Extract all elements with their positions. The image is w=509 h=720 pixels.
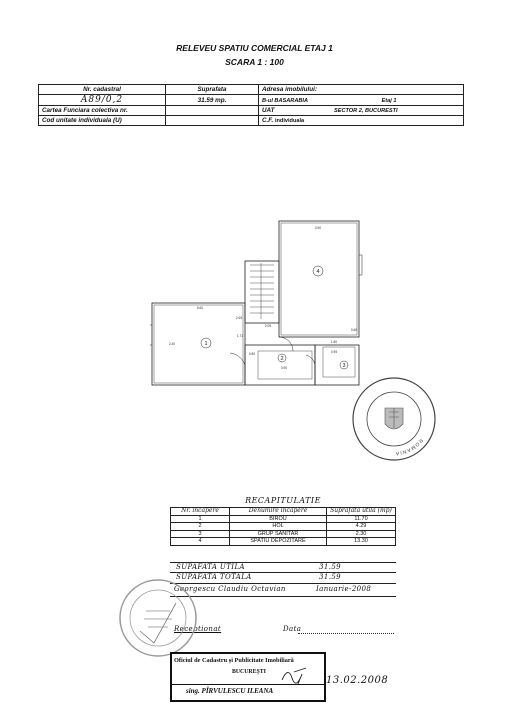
- table-row: [171, 530, 396, 538]
- cf-label: C.F.: [262, 117, 274, 124]
- recap-suprafata: 4.29: [327, 523, 396, 531]
- dim-8: 3.90: [280, 366, 288, 370]
- cf-value: individuala: [274, 118, 305, 124]
- recap-table: [170, 507, 396, 546]
- nr-cadastral-label: Nr. cadastral: [39, 85, 166, 95]
- recap-header-denumire: Denumire incapere: [230, 508, 327, 516]
- dim-3: 2.65: [235, 316, 243, 320]
- dim-7: 1.80: [330, 340, 338, 344]
- table-row: [171, 538, 396, 546]
- dim-9: 0.95: [330, 350, 338, 354]
- carte-funciara-value: [166, 106, 259, 116]
- floor-plan: [148, 215, 368, 395]
- document-title: RELEVEU SPATIU COMERCIAL ETAJ 1: [176, 43, 333, 53]
- round-seal-stamp: [351, 376, 437, 462]
- handwritten-date: 13.02.2008: [326, 675, 389, 686]
- cadastru-city: BUCUREȘTI: [232, 669, 266, 675]
- recap-nr: 3: [171, 530, 230, 538]
- signature-icon: [280, 664, 310, 688]
- recap-denumire: GRUP SANITAR: [230, 530, 327, 538]
- adresa-cell: [259, 95, 464, 106]
- table-row: [171, 515, 396, 523]
- nr-cadastral-value: A89/0,2: [80, 95, 124, 105]
- suprafata-value: 31.59 mp.: [166, 95, 259, 106]
- cod-unitate-value: [166, 116, 259, 126]
- recap-nr: 2: [171, 523, 230, 531]
- adresa-label: Adresa imobilului:: [259, 85, 464, 95]
- cadastru-signer: sing. PÎRVULESCU ILEANA: [186, 687, 274, 695]
- dim-4: 2.05: [264, 324, 272, 328]
- recap-denumire: HOL: [230, 523, 327, 531]
- cf-cell: [259, 116, 464, 126]
- recap-suprafata: 2.30: [327, 530, 396, 538]
- dim-11: 0.66: [350, 328, 358, 332]
- room-number-4: 4: [316, 269, 320, 275]
- room-number-3: 3: [342, 363, 346, 369]
- faded-round-stamp: [118, 573, 204, 663]
- room-1-outline: [152, 303, 245, 385]
- data-label: Data: [283, 625, 302, 633]
- suprafata-totala-value: 31.59: [319, 573, 342, 581]
- dim-1: 5.60: [196, 306, 204, 310]
- author-name: Georgescu Claudiu Octavian: [174, 585, 286, 593]
- cadastral-header-table: [38, 84, 464, 126]
- recap-header-suprafata: Suprafata utila (mp): [327, 508, 396, 516]
- seal-text: ROMANIA: [394, 437, 424, 457]
- uat-label: UAT: [262, 107, 275, 114]
- cadastru-office: Oficiul de Cadastru și Publicitate Imobiliară: [174, 657, 294, 664]
- dim-2: 3.90: [314, 226, 322, 230]
- room-number-1: 1: [204, 341, 208, 347]
- scale-label: SCARA 1 : 100: [225, 57, 284, 67]
- cod-unitate-label: Cod unitate individuala (U): [39, 116, 166, 126]
- recap-suprafata: 13.30: [327, 538, 396, 546]
- room-4-outline: [279, 221, 359, 337]
- suprafata-utila-value: 31.59: [319, 563, 342, 571]
- dim-6: 1.71: [236, 334, 244, 338]
- author-date: Ianuarie-2008: [316, 585, 372, 593]
- table-row: [171, 523, 396, 531]
- recap-header-nr: Nr. incapere: [171, 508, 230, 516]
- svg-text:ROMANIA: [394, 437, 423, 456]
- stair-outline: [245, 261, 279, 323]
- dim-5: 0.80: [248, 352, 256, 356]
- recap-title: RECAPITULATIE: [245, 496, 321, 505]
- recap-suprafata: 11.70: [327, 515, 396, 523]
- carte-funciara-label: Cartea Funciara colectiva nr.: [39, 106, 166, 116]
- adresa-etaj: Etaj 1: [381, 97, 397, 104]
- recap-nr: 4: [171, 538, 230, 546]
- suprafata-totala-label: SUPAFATA TOTALA: [176, 573, 252, 581]
- dim-10: 2.40: [168, 342, 176, 346]
- data-underline: [298, 633, 394, 634]
- uat-cell: [259, 106, 464, 116]
- suprafata-label: Suprafata: [166, 85, 259, 95]
- suprafata-utila-label: SUPAFATA UTILA: [176, 563, 245, 571]
- recap-nr: 1: [171, 515, 230, 523]
- room-number-2: 2: [280, 356, 284, 362]
- receptionat-label: Receptionat: [174, 625, 222, 633]
- adresa-value: B-ul BASARABIA: [262, 97, 308, 104]
- uat-value: SECTOR 2, BUCURESTI: [333, 108, 398, 114]
- recap-denumire: SPATIU DEPOZITARE: [230, 538, 327, 546]
- recap-denumire: BIROU: [230, 515, 327, 523]
